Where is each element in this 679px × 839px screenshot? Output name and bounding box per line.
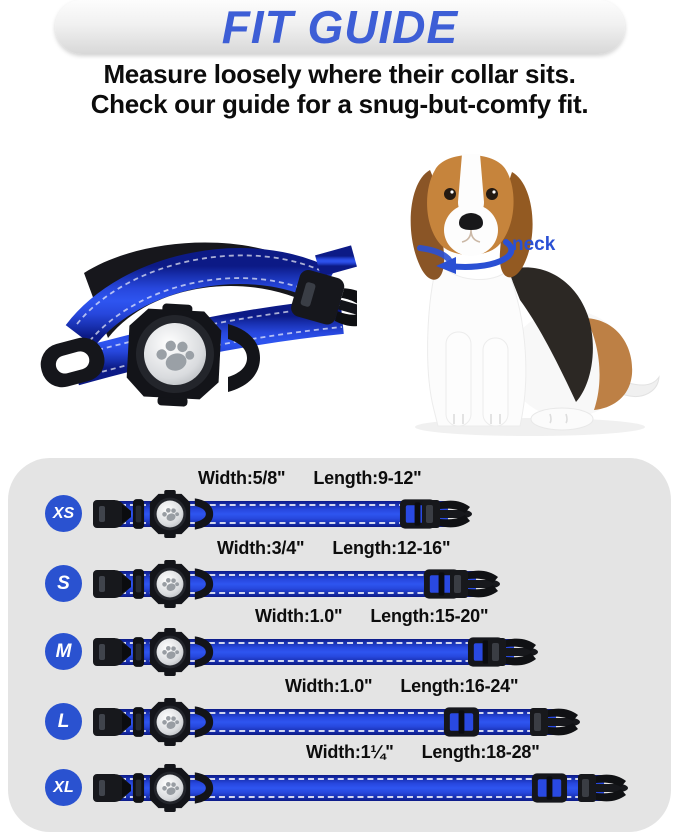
collar-graphic-l bbox=[93, 699, 582, 745]
subtitle bbox=[0, 59, 679, 119]
collar-graphic-m bbox=[93, 629, 540, 675]
collar-graphic-xl bbox=[93, 765, 630, 811]
size-labels bbox=[285, 676, 518, 697]
size-badge-m: M bbox=[45, 633, 82, 670]
d-ring-icon bbox=[193, 564, 215, 604]
buckle-female-icon bbox=[93, 496, 133, 532]
size-chart-panel bbox=[8, 458, 671, 832]
d-ring-icon bbox=[193, 768, 215, 808]
buckle-female-icon bbox=[93, 770, 133, 806]
page-title: FIT GUIDE bbox=[221, 1, 459, 53]
collar-illustration bbox=[22, 228, 357, 440]
buckle-male-icon bbox=[488, 634, 540, 670]
subtitle-line-2: Check our guide for a snug-but-comfy fit. bbox=[90, 89, 589, 119]
size-row-s bbox=[8, 538, 671, 608]
collar-airtag-pod bbox=[125, 302, 222, 409]
beagle-illustration bbox=[390, 142, 667, 439]
size-badge-l: L bbox=[45, 703, 82, 740]
size-labels bbox=[198, 468, 422, 489]
keeper-icon bbox=[132, 705, 145, 739]
d-ring-icon bbox=[193, 632, 215, 672]
size-badge-s: S bbox=[45, 565, 82, 602]
size-labels bbox=[306, 742, 540, 763]
width-label: Width:1.0" bbox=[285, 676, 373, 696]
length-label: Length:15-20" bbox=[370, 606, 489, 626]
size-row-xs bbox=[8, 468, 671, 538]
buckle-male-icon bbox=[530, 704, 582, 740]
collar-graphic-s bbox=[93, 561, 502, 607]
length-label: Length:9-12" bbox=[313, 468, 422, 488]
collar-graphic-xs bbox=[93, 491, 474, 537]
buckle-female-icon bbox=[93, 566, 133, 602]
adjuster-icon bbox=[443, 706, 480, 738]
airtag-pod-icon bbox=[146, 560, 194, 608]
airtag-pod-icon bbox=[146, 764, 194, 812]
keeper-icon bbox=[132, 567, 145, 601]
width-label: Width:5/8" bbox=[198, 468, 286, 488]
buckle-male-icon bbox=[578, 770, 630, 806]
size-labels bbox=[255, 606, 488, 627]
size-labels bbox=[217, 538, 450, 559]
subtitle-line-1: Measure loosely where their collar sits. bbox=[103, 59, 576, 89]
width-label: Width:1.0" bbox=[255, 606, 343, 626]
length-label: Length:12-16" bbox=[332, 538, 451, 558]
buckle-male-icon bbox=[422, 496, 474, 532]
header-band bbox=[55, 0, 625, 54]
keeper-icon bbox=[132, 771, 145, 805]
size-badge-xs: XS bbox=[45, 495, 82, 532]
collar-product-image bbox=[22, 228, 357, 440]
airtag-pod-icon bbox=[146, 698, 194, 746]
width-label: Width:3/4" bbox=[217, 538, 305, 558]
dog-photo bbox=[390, 142, 667, 439]
d-ring-icon bbox=[193, 494, 215, 534]
airtag-pod-icon bbox=[146, 490, 194, 538]
size-row-m bbox=[8, 606, 671, 676]
size-row-xl bbox=[8, 742, 671, 812]
keeper-icon bbox=[132, 497, 145, 531]
keeper-icon bbox=[132, 635, 145, 669]
airtag-pod-icon bbox=[146, 628, 194, 676]
size-badge-xl: XL bbox=[45, 769, 82, 806]
length-label: Length:16-24" bbox=[400, 676, 519, 696]
buckle-female-icon bbox=[93, 634, 133, 670]
neck-label: neck bbox=[512, 234, 556, 255]
beagle-head bbox=[411, 154, 533, 280]
buckle-female-icon bbox=[93, 704, 133, 740]
buckle-male-icon bbox=[450, 566, 502, 602]
d-ring-icon bbox=[193, 702, 215, 742]
width-label: Width:1¼" bbox=[306, 742, 394, 762]
adjuster-icon bbox=[531, 772, 568, 804]
size-row-l bbox=[8, 676, 671, 746]
length-label: Length:18-28" bbox=[421, 742, 540, 762]
